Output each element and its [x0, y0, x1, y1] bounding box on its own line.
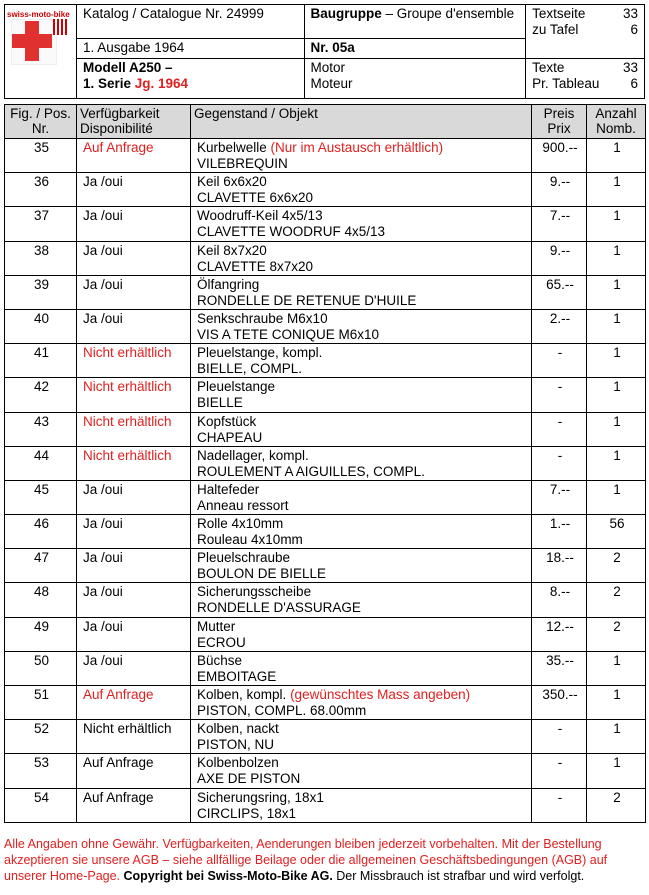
- group-title: Baugruppe – Groupe d'ensemble: [304, 5, 526, 39]
- position-number: 50: [5, 651, 77, 685]
- quantity: 2: [587, 583, 646, 617]
- quantity: 1: [587, 651, 646, 685]
- disclaimer-text: Alle Angaben ohne Gewähr. Verfügbarkeiten, Aenderungen bleiben jederzeit vorbehalten. Mit der Bestellung akzeptieren sie unsere AGB – siehe allfällige Beilage oder die allgemeinen Geschäftsbedingungen (AGB) auf unserer Home-Page.: [4, 837, 608, 883]
- col-availability: Verfügbarkeit Disponibilité: [77, 105, 191, 139]
- price: 8.--: [532, 583, 587, 617]
- position-number: 48: [5, 583, 77, 617]
- quantity: 1: [587, 446, 646, 480]
- price: -: [532, 754, 587, 788]
- textseite-cell: Textseite 33 zu Tafel 6: [526, 5, 645, 59]
- disclaimer-footer: [4, 836, 649, 884]
- availability: Auf Anfrage: [77, 754, 191, 788]
- position-number: 42: [5, 378, 77, 412]
- misuse-text: Der Missbrauch ist strafbar und wird verfolgt.: [332, 869, 585, 883]
- table-row: [5, 583, 646, 617]
- part-description: Kolben, kompl. (gewünschtes Mass angeben) PISTON, COMPL. 68.00mm: [191, 686, 532, 720]
- part-description: Kopfstück CHAPEAU: [191, 412, 532, 446]
- position-number: 47: [5, 549, 77, 583]
- part-description: Sicherungsscheibe RONDELLE D'ASSURAGE: [191, 583, 532, 617]
- part-description: Nadellager, kompl. ROULEMENT A AIGUILLES, COMPL.: [191, 446, 532, 480]
- position-number: 39: [5, 275, 77, 309]
- position-number: 51: [5, 686, 77, 720]
- price: 65.--: [532, 275, 587, 309]
- table-row: [5, 720, 646, 754]
- table-row: [5, 207, 646, 241]
- model: Modell A250 – 1. Serie Jg. 1964: [76, 59, 304, 99]
- table-row: [5, 378, 646, 412]
- position-number: 52: [5, 720, 77, 754]
- table-row: [5, 788, 646, 822]
- part-description: Sicherungsring, 18x1 CIRCLIPS, 18x1: [191, 788, 532, 822]
- position-number: 45: [5, 480, 77, 514]
- price: 900.--: [532, 139, 587, 173]
- price: 9.--: [532, 241, 587, 275]
- stripes-icon: [53, 19, 67, 35]
- part-description: Keil 6x6x20 CLAVETTE 6x6x20: [191, 173, 532, 207]
- table-row: [5, 617, 646, 651]
- catalog-number: Katalog / Catalogue Nr. 24999: [76, 5, 304, 39]
- availability: Ja /oui: [77, 549, 191, 583]
- availability: Nicht erhältlich: [77, 344, 191, 378]
- availability: Nicht erhältlich: [77, 720, 191, 754]
- position-number: 40: [5, 309, 77, 343]
- part-description: Pleuelstange, kompl. BIELLE, COMPL.: [191, 344, 532, 378]
- quantity: 2: [587, 788, 646, 822]
- catalog-header: [4, 4, 645, 99]
- table-row: [5, 412, 646, 446]
- logo-cell: [5, 5, 77, 99]
- table-row: [5, 344, 646, 378]
- price: -: [532, 446, 587, 480]
- position-number: 46: [5, 515, 77, 549]
- availability: Ja /oui: [77, 241, 191, 275]
- col-fig: Fig. / Pos. Nr.: [5, 105, 77, 139]
- quantity: 2: [587, 549, 646, 583]
- quantity: 1: [587, 207, 646, 241]
- part-description: Kolben, nackt PISTON, NU: [191, 720, 532, 754]
- position-number: 53: [5, 754, 77, 788]
- table-row: [5, 754, 646, 788]
- availability: Ja /oui: [77, 480, 191, 514]
- table-row: [5, 139, 646, 173]
- availability: Ja /oui: [77, 309, 191, 343]
- table-row: [5, 309, 646, 343]
- parts-table: [4, 104, 646, 823]
- quantity: 1: [587, 309, 646, 343]
- quantity: 1: [587, 412, 646, 446]
- part-description: Mutter ECROU: [191, 617, 532, 651]
- col-quantity: Anzahl Nomb.: [587, 105, 646, 139]
- availability: Nicht erhältlich: [77, 378, 191, 412]
- availability: Auf Anfrage: [77, 139, 191, 173]
- part-description: Woodruff-Keil 4x5/13 CLAVETTE WOODRUF 4x5/13: [191, 207, 532, 241]
- availability: Ja /oui: [77, 617, 191, 651]
- price: 9.--: [532, 173, 587, 207]
- table-row: [5, 515, 646, 549]
- part-description: Haltefeder Anneau ressort: [191, 480, 532, 514]
- price: -: [532, 720, 587, 754]
- quantity: 1: [587, 754, 646, 788]
- quantity: 1: [587, 275, 646, 309]
- position-number: 43: [5, 412, 77, 446]
- quantity: 56: [587, 515, 646, 549]
- quantity: 1: [587, 686, 646, 720]
- table-row: [5, 549, 646, 583]
- col-price: Preis Prix: [532, 105, 587, 139]
- price: 18.--: [532, 549, 587, 583]
- price: 2.--: [532, 309, 587, 343]
- position-number: 41: [5, 344, 77, 378]
- availability: Auf Anfrage: [77, 788, 191, 822]
- texte-cell: Texte 33 Pr. Tableau 6: [526, 59, 645, 99]
- copyright-text: Copyright bei Swiss-Moto-Bike AG.: [123, 869, 333, 883]
- availability: Ja /oui: [77, 583, 191, 617]
- position-number: 35: [5, 139, 77, 173]
- availability: Ja /oui: [77, 207, 191, 241]
- position-number: 38: [5, 241, 77, 275]
- price: 12.--: [532, 617, 587, 651]
- quantity: 1: [587, 173, 646, 207]
- price: 7.--: [532, 480, 587, 514]
- group-number: Nr. 05a: [304, 39, 526, 59]
- position-number: 36: [5, 173, 77, 207]
- price: -: [532, 788, 587, 822]
- quantity: 1: [587, 241, 646, 275]
- quantity: 1: [587, 378, 646, 412]
- position-number: 37: [5, 207, 77, 241]
- part-description: Kolbenbolzen AXE DE PISTON: [191, 754, 532, 788]
- part-description: Kurbelwelle (Nur im Austausch erhältlich) VILEBREQUIN: [191, 139, 532, 173]
- table-header-row: [5, 105, 646, 139]
- table-row: [5, 480, 646, 514]
- table-row: [5, 173, 646, 207]
- table-row: [5, 446, 646, 480]
- price: 7.--: [532, 207, 587, 241]
- part-description: Senkschraube M6x10 VIS A TETE CONIQUE M6x10: [191, 309, 532, 343]
- price: 350.--: [532, 686, 587, 720]
- availability: Nicht erhältlich: [77, 446, 191, 480]
- col-object: Gegenstand / Objekt: [191, 105, 532, 139]
- table-row: [5, 686, 646, 720]
- availability: Nicht erhältlich: [77, 412, 191, 446]
- quantity: 1: [587, 344, 646, 378]
- availability: Auf Anfrage: [77, 686, 191, 720]
- table-row: [5, 241, 646, 275]
- edition: 1. Ausgabe 1964: [76, 39, 304, 59]
- part-description: Keil 8x7x20 CLAVETTE 8x7x20: [191, 241, 532, 275]
- availability: Ja /oui: [77, 651, 191, 685]
- position-number: 49: [5, 617, 77, 651]
- price: -: [532, 344, 587, 378]
- availability: Ja /oui: [77, 173, 191, 207]
- quantity: 1: [587, 480, 646, 514]
- quantity: 2: [587, 617, 646, 651]
- quantity: 1: [587, 720, 646, 754]
- part-description: Pleuelschraube BOULON DE BIELLE: [191, 549, 532, 583]
- part-description: Ölfangring RONDELLE DE RETENUE D'HUILE: [191, 275, 532, 309]
- availability: Ja /oui: [77, 515, 191, 549]
- part-description: Büchse EMBOITAGE: [191, 651, 532, 685]
- swiss-moto-bike-logo: [7, 7, 70, 63]
- availability: Ja /oui: [77, 275, 191, 309]
- quantity: 1: [587, 139, 646, 173]
- price: -: [532, 378, 587, 412]
- logo-brand-text: swiss-moto-bike: [7, 10, 70, 19]
- group-name: Motor Moteur: [304, 59, 526, 99]
- table-row: [5, 651, 646, 685]
- price: -: [532, 412, 587, 446]
- price: 1.--: [532, 515, 587, 549]
- position-number: 54: [5, 788, 77, 822]
- position-number: 44: [5, 446, 77, 480]
- part-description: Rolle 4x10mm Rouleau 4x10mm: [191, 515, 532, 549]
- part-description: Pleuelstange BIELLE: [191, 378, 532, 412]
- price: 35.--: [532, 651, 587, 685]
- table-row: [5, 275, 646, 309]
